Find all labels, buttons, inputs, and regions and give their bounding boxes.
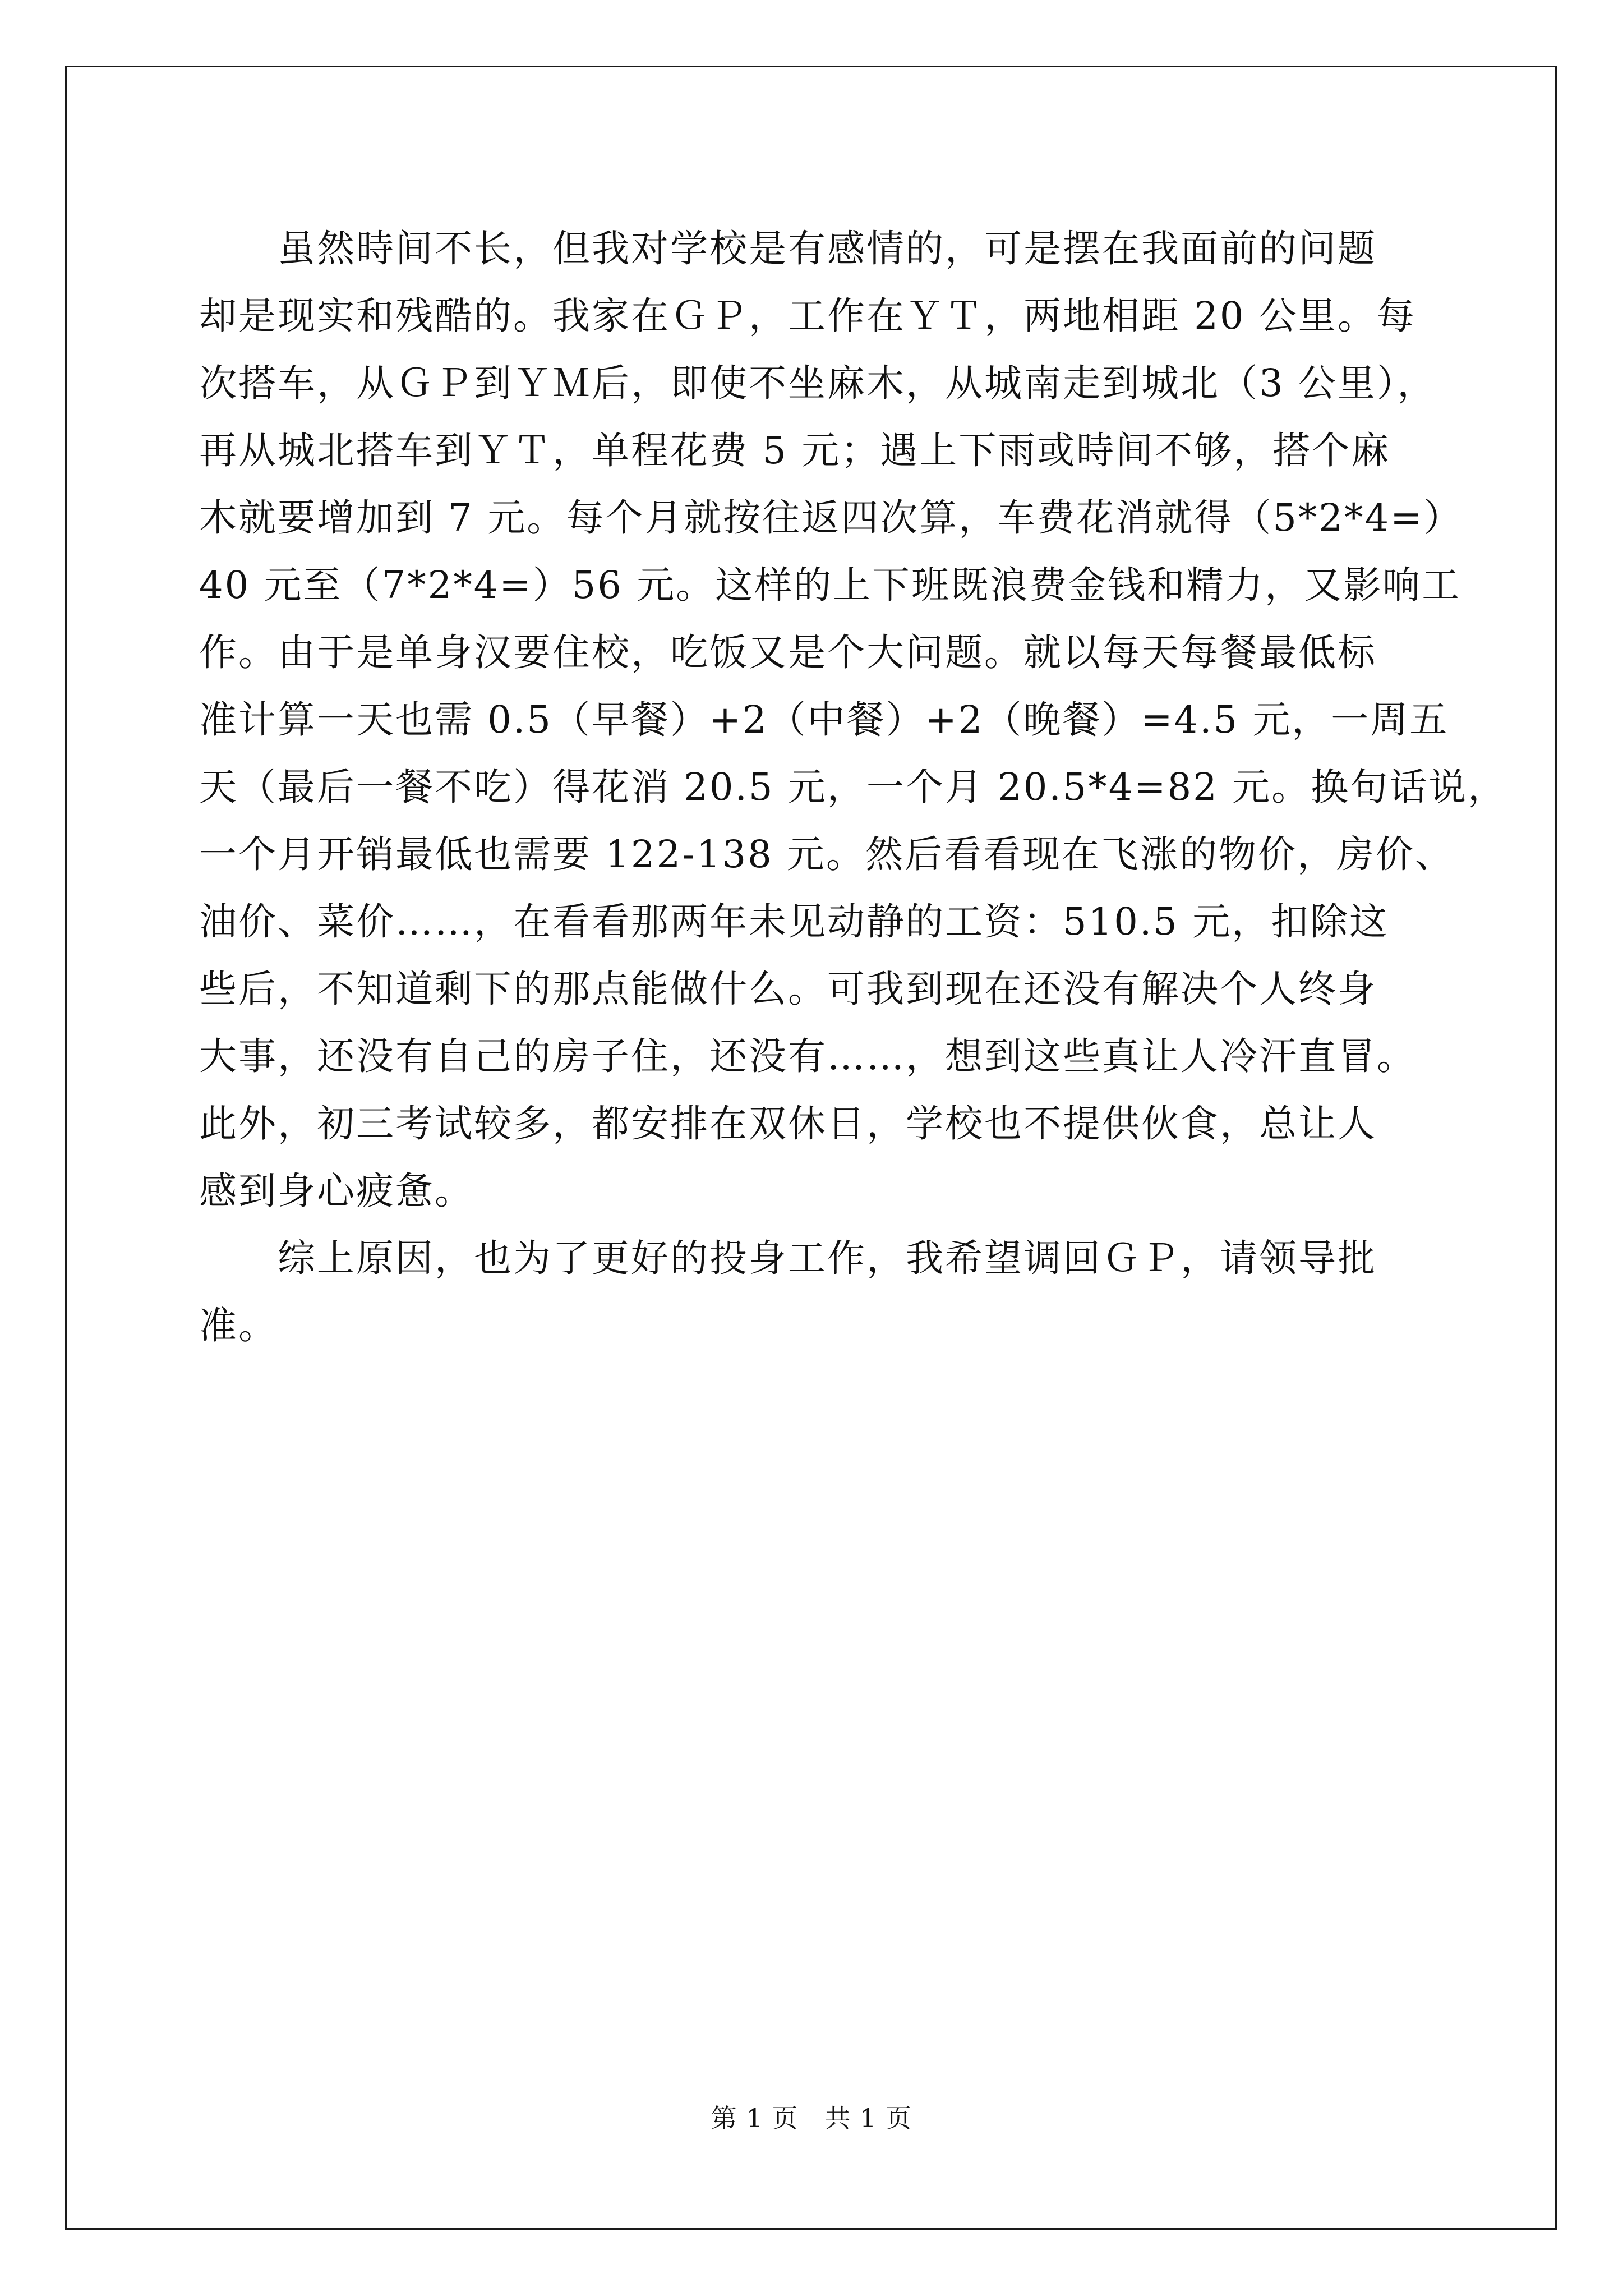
text-line: 此外，初三考试较多，都安排在双休日，学校也不提供伙食，总让人 — [199, 1102, 1377, 1145]
text-line: 油价、菜价……，在看看那两年未见动静的工资：510.5 元，扣除这 — [199, 900, 1389, 944]
text-line: 却是现实和残酷的。我家在ＧＰ，工作在ＹＴ，两地相距 20 公里。每 — [199, 294, 1416, 338]
text-line: 感到身心疲惫。 — [199, 1169, 474, 1213]
text-line: 虽然時间不长，但我对学校是有感情的，可是摆在我面前的问题 — [199, 227, 1377, 270]
text-line: 40 元至（7*2*4=）56 元。这样的上下班既浪费金钱和精力，又影响工 — [199, 563, 1461, 607]
text-line: 一个月开销最低也需要 122-138 元。然后看看现在飞涨的物价，房价、 — [199, 832, 1454, 876]
text-line: 些后，不知道剩下的那点能做什么。可我到现在还没有解决个人终身 — [199, 967, 1377, 1011]
paragraph-conclusion — [199, 1225, 1450, 1359]
text-line: 次搭车，从ＧＰ到ＹＭ后，即使不坐麻木，从城南走到城北（3 公里）， — [199, 361, 1437, 405]
text-line: 天（最后一餐不吃）得花消 20.5 元，一个月 20.5*4=82 元。换句话说， — [199, 765, 1507, 809]
text-line: 准计算一天也需 0.5（早餐）+2（中餐）+2（晚餐）=4.5 元，一周五 — [199, 698, 1449, 742]
text-line: 大事，还没有自己的房子住，还没有……，想到这些真让人冷汗直冒。 — [199, 1034, 1416, 1078]
text-line: 木就要增加到 7 元。每个月就按往返四次算，车费花消就得（5*2*4=） — [199, 496, 1463, 540]
text-line: 综上原因，也为了更好的投身工作，我希望调回ＧＰ，请领导批 — [199, 1236, 1377, 1280]
page-number-footer: 第 1 页 共 1 页 — [711, 2103, 912, 2133]
text-line: 准。 — [199, 1304, 278, 1347]
paragraph-main — [199, 215, 1507, 1225]
text-line: 再从城北搭车到ＹＴ，单程花费 5 元；遇上下雨或時间不够，搭个麻 — [199, 429, 1391, 472]
text-line: 作。由于是单身汉要住校，吃饭又是个大问题。就以每天每餐最低标 — [199, 631, 1377, 674]
document-body — [199, 215, 1507, 1359]
